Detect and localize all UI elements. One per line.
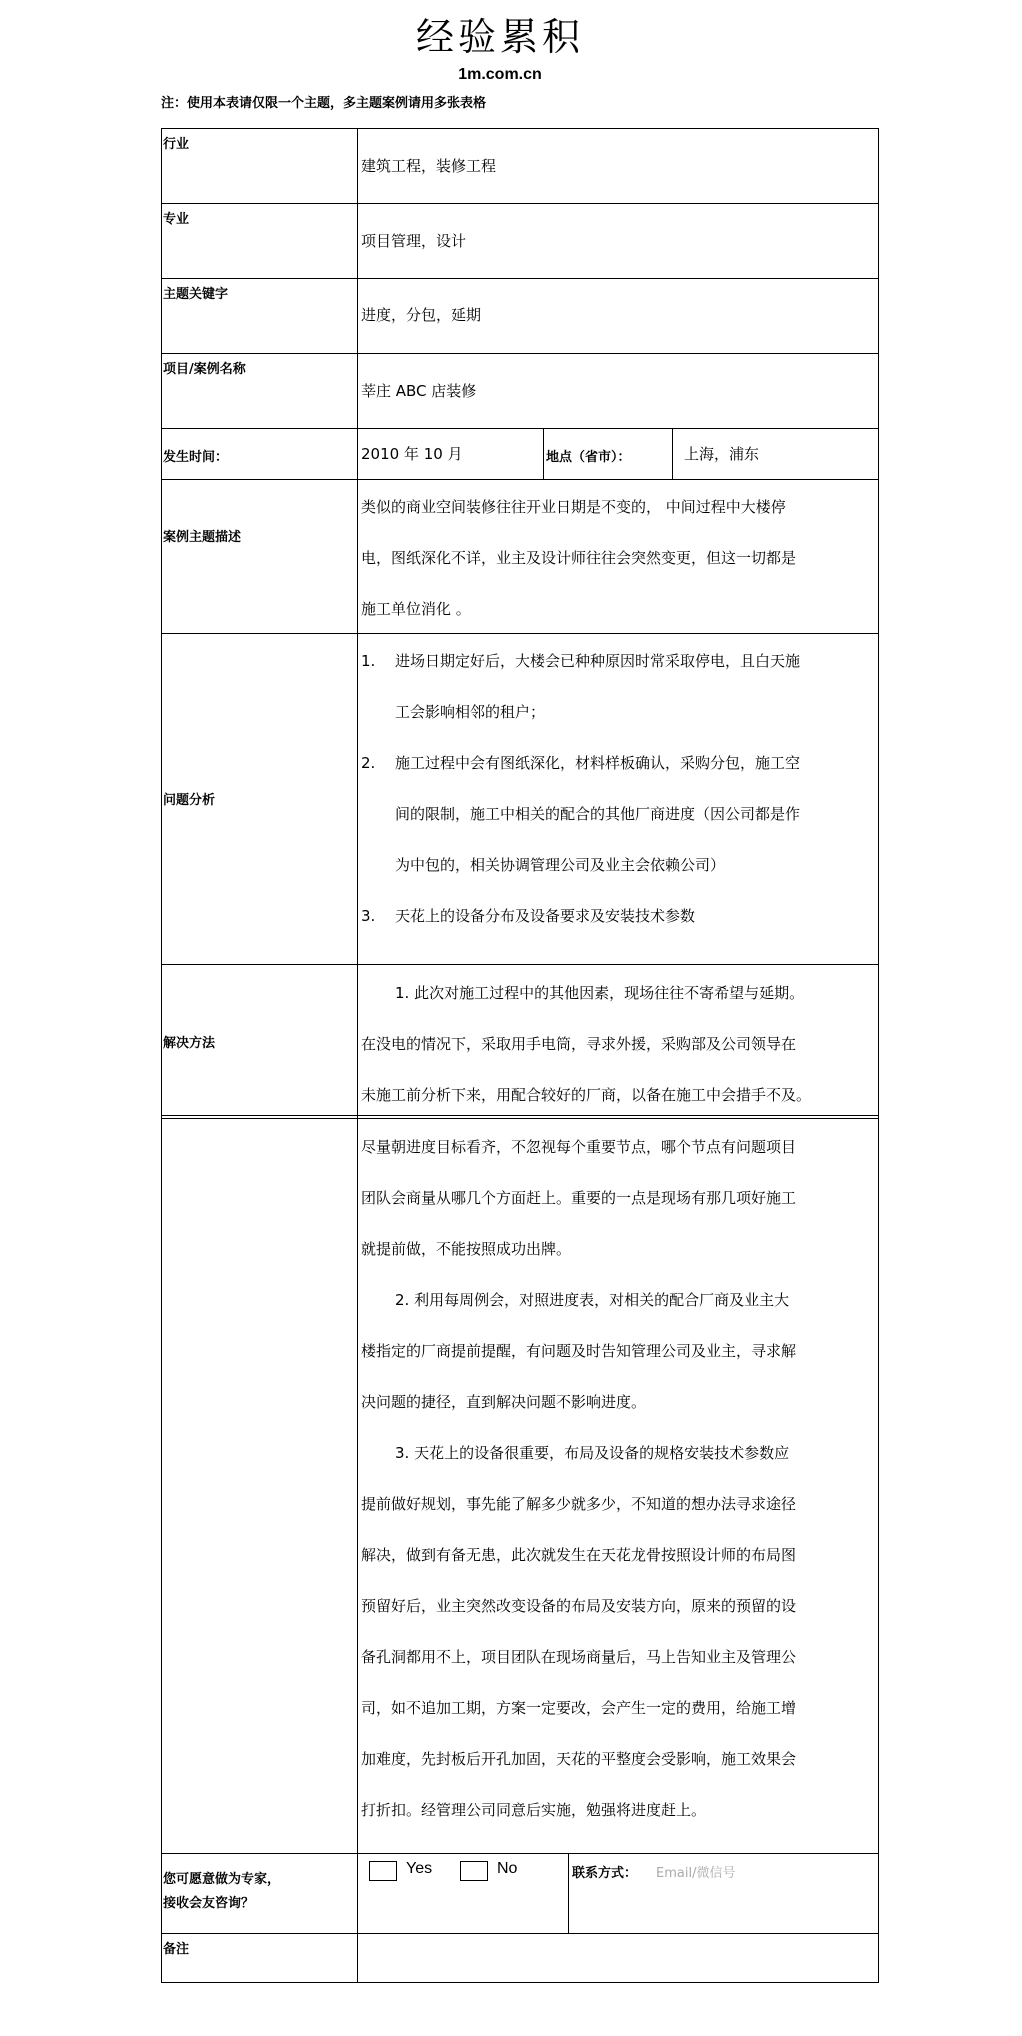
column-divider xyxy=(357,128,358,1983)
text-line: 为中包的，相关协调管理公司及业主会依赖公司） xyxy=(395,856,726,874)
text-line: 尽量朝进度目标看齐，不忽视每个重要节点，哪个节点有问题项目 xyxy=(361,1138,797,1156)
text-line: 备孔洞都用不上，项目团队在现场商量后，马上告知业主及管理公 xyxy=(361,1648,797,1666)
column-divider xyxy=(543,428,544,479)
row-divider xyxy=(161,1933,879,1934)
no-checkbox[interactable] xyxy=(460,1861,488,1881)
solution-label: 解决方法 xyxy=(163,1036,216,1051)
text-line: 提前做好规划，事先能了解多少就多少，不知道的想办法寻求途径 xyxy=(361,1495,797,1513)
location-value: 上海，浦东 xyxy=(684,445,760,463)
list-number: 1. xyxy=(361,652,376,670)
keywords-value: 进度，分包，延期 xyxy=(361,306,482,324)
text-line: 间的限制，施工中相关的配合的其他厂商进度（因公司都是作 xyxy=(395,805,801,823)
row-divider xyxy=(161,203,879,204)
specialty-label: 专业 xyxy=(163,212,190,227)
keywords-label: 主题关键字 xyxy=(163,287,229,302)
list-item xyxy=(361,891,877,942)
row-divider xyxy=(161,964,879,965)
remarks-label: 备注 xyxy=(163,1942,190,1957)
location-label: 地点（省市）： xyxy=(546,450,631,465)
list-number: 3. xyxy=(361,907,376,925)
text-line: 施工过程中会有图纸深化，材料样板确认，采购分包，施工空 xyxy=(395,754,801,772)
page-title: 经验累积 xyxy=(415,15,584,59)
text-line: 加难度，先封板后开孔加固，天花的平整度会受影响，施工效果会 xyxy=(361,1750,797,1768)
text-line: 打折扣。经管理公司同意后实施，勉强将进度赶上。 xyxy=(361,1801,707,1819)
site-url: 1m.com.cn xyxy=(458,66,542,83)
no-checkbox-label: No xyxy=(497,1860,518,1877)
remarks-value[interactable] xyxy=(361,1945,871,1975)
time-label: 发生时间： xyxy=(163,450,229,465)
analysis-label: 问题分析 xyxy=(163,793,216,808)
row-divider xyxy=(161,353,879,354)
row-divider xyxy=(161,278,879,279)
usage-note: 注：使用本表请仅限一个主题，多主题案例请用多张表格 xyxy=(161,96,487,111)
row-divider xyxy=(161,479,879,480)
text-line: 类似的商业空间装修往往开业日期是不变的， 中间过程中大楼停 xyxy=(361,498,786,516)
industry-label: 行业 xyxy=(163,137,190,152)
industry-value: 建筑工程，装修工程 xyxy=(361,157,497,175)
project-name-label: 项目/案例名称 xyxy=(163,362,246,377)
column-divider xyxy=(568,1853,569,1933)
text-line: 3. 天花上的设备很重要，布局及设备的规格安装技术参数应 xyxy=(395,1444,790,1462)
list-item xyxy=(361,738,877,789)
analysis-list xyxy=(361,636,877,942)
text-line: 决问题的捷径，直到解决问题不影响进度。 xyxy=(361,1393,647,1411)
text-line: 解决，做到有备无患，此次就发生在天花龙骨按照设计师的布局图 xyxy=(361,1546,797,1564)
text-line: 工会影响相邻的租户； xyxy=(395,703,546,721)
contact-label: 联系方式： xyxy=(572,1866,638,1881)
text-line: 楼指定的厂商提前提醒，有问题及时告知管理公司及业主，寻求解 xyxy=(361,1342,797,1360)
text-line: 2. 利用每周例会，对照进度表，对相关的配合厂商及业主大 xyxy=(395,1291,790,1309)
contact-field[interactable]: Email/微信号 xyxy=(656,1866,736,1881)
row-divider xyxy=(161,1853,879,1854)
specialty-value: 项目管理，设计 xyxy=(361,232,467,250)
project-name-value: 莘庄 ABC 店装修 xyxy=(361,382,477,400)
text-line: 进场日期定好后，大楼会已种种原因时常采取停电，且白天施 xyxy=(395,652,801,670)
expert-question-line: 接收会友咨询？ xyxy=(163,1896,255,1911)
list-item-cont xyxy=(361,789,877,840)
list-number: 2. xyxy=(361,754,376,772)
row-divider xyxy=(161,428,879,429)
text-line: 施工单位消化 。 xyxy=(361,600,471,618)
text-line: 团队会商量从哪几个方面赶上。重要的一点是现场有那几项好施工 xyxy=(361,1189,797,1207)
solution-continued-text xyxy=(361,1122,877,1836)
yes-checkbox-label: Yes xyxy=(406,1860,433,1877)
description-label: 案例主题描述 xyxy=(163,530,242,545)
solution-text xyxy=(361,968,877,1121)
text-line: 就提前做，不能按照成功出牌。 xyxy=(361,1240,572,1258)
text-line: 司，如不追加工期，方案一定要改，会产生一定的费用，给施工增 xyxy=(361,1699,797,1717)
time-value: 2010 年 10 月 xyxy=(361,445,463,463)
expert-question-line: 您可愿意做为专家， xyxy=(163,1872,281,1887)
text-line: 1. 此次对施工过程中的其他因素，现场往往不寄希望与延期。 xyxy=(395,984,805,1002)
text-line: 未施工前分析下来，用配合较好的厂商，以备在施工中会措手不及。 xyxy=(361,1086,812,1104)
text-line: 天花上的设备分布及设备要求及安装技术参数 xyxy=(395,907,696,925)
description-text xyxy=(361,482,877,635)
column-divider xyxy=(672,428,673,479)
list-item-cont xyxy=(361,840,877,891)
text-line: 在没电的情况下，采取用手电筒，寻求外援，采购部及公司领导在 xyxy=(361,1035,797,1053)
expert-question-label xyxy=(163,1868,280,1916)
list-item xyxy=(361,636,877,687)
list-item-cont xyxy=(361,687,877,738)
yes-checkbox[interactable] xyxy=(369,1861,397,1881)
text-line: 预留好后，业主突然改变设备的布局及安装方向，原来的预留的设 xyxy=(361,1597,797,1615)
text-line: 电，图纸深化不详，业主及设计师往往会突然变更，但这一切都是 xyxy=(361,549,797,567)
